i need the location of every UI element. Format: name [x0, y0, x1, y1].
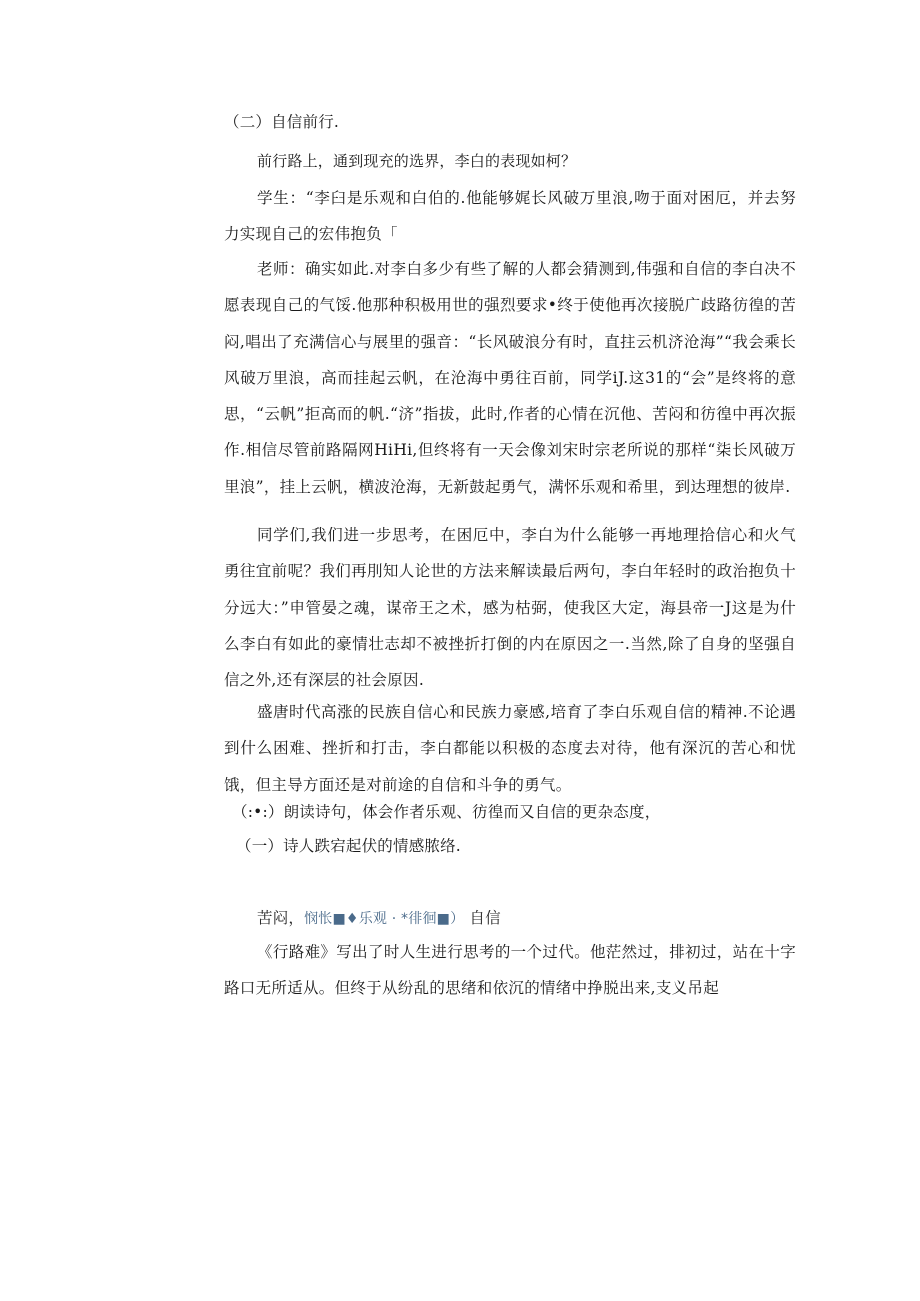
emotion-flow-end: 自信: [469, 909, 501, 927]
emotion-flow-start: 苦闷，: [257, 909, 305, 927]
section-heading-confident: （二）自信前行.: [224, 113, 340, 131]
section-heading-reading: （:•:）朗读诗句，体会作者乐观、彷徨而又自信的更杂态度，: [232, 803, 661, 821]
emotion-flow: [257, 900, 837, 937]
paragraph-background: 同学们,我们进一步思考，在困厄中，李白为什么能够一再地理拾信心和火气勇往宜前呢？我们再刖知人论世的方法来解读最后两句，李白年轻时的政治抱负十分远大：”申管晏之魂，谋帝王之术，感为枯弼，使我区大定，海县帝一J这是为什么李白有如此的豪情壮志却不被挫折打倒的内在原因之一.当然,除了自身的坚强自信之外,还有深层的社会原因.: [224, 526, 796, 690]
paragraph-tang-confidence: 盛唐时代高涨的民族自信心和民族力豪感,培育了李白乐观自信的精神.不论遇到什么困难、挫折和打击，李白都能以积极的态度去对待，他有深沉的苦心和忧饿，但主导方面还是对前途的自信和斗争的勇气。: [224, 703, 796, 794]
teacher-explanation: 老师：确实如此.对李白多少有些了解的人都会猜测到,伟强和自信的李白决不愿表现自己的气馁.他那种积极用世的强烈要求•终于使他再次接脱广歧路彷徨的苦闷,唱出了充满信心与展里的强音：“长风破浪分有时，直拄云机济沧海”“我会乘长风破万里浪，高而挂起云帆，在沧海中勇往百前，同学iJ.这31的“会”是终将的意思，“云帆”拒高而的帆.“济”指拔，此时,作者的心情在沉他、苦闷和彷徨中再次振作.相信尽管前路隔网HiHi,但终将有一天会像刘宋时宗老所说的那样“柒长风破万里浪”，挂上云帆，横波沧海，无新鼓起勇气，满怀乐观和希里，到达理想的彼岸.: [224, 260, 796, 496]
discussion-question: 前行路上，通到现充的选界，李白的表现如柯？: [257, 152, 577, 170]
emotion-flow-middle: 悯怅■♦乐观 · *徘徊■）: [304, 911, 465, 927]
paragraph-poem-summary: 《行路难》写出了时人生进行思考的一个过代。他茫然过，排初过，站在十字路口无所适从。但终于从纷乱的思绪和依沉的情绪中挣脱出来,支义吊起: [224, 943, 796, 998]
subheading-emotion: （一）诗人跌宕起伏的情感脓络.: [236, 837, 461, 855]
student-answer: 学生：“李臼是乐观和白伯的.他能够娓长风破万里浪,吻于面对困厄，并去努力实现自己的宏伟抱负「: [224, 189, 796, 244]
